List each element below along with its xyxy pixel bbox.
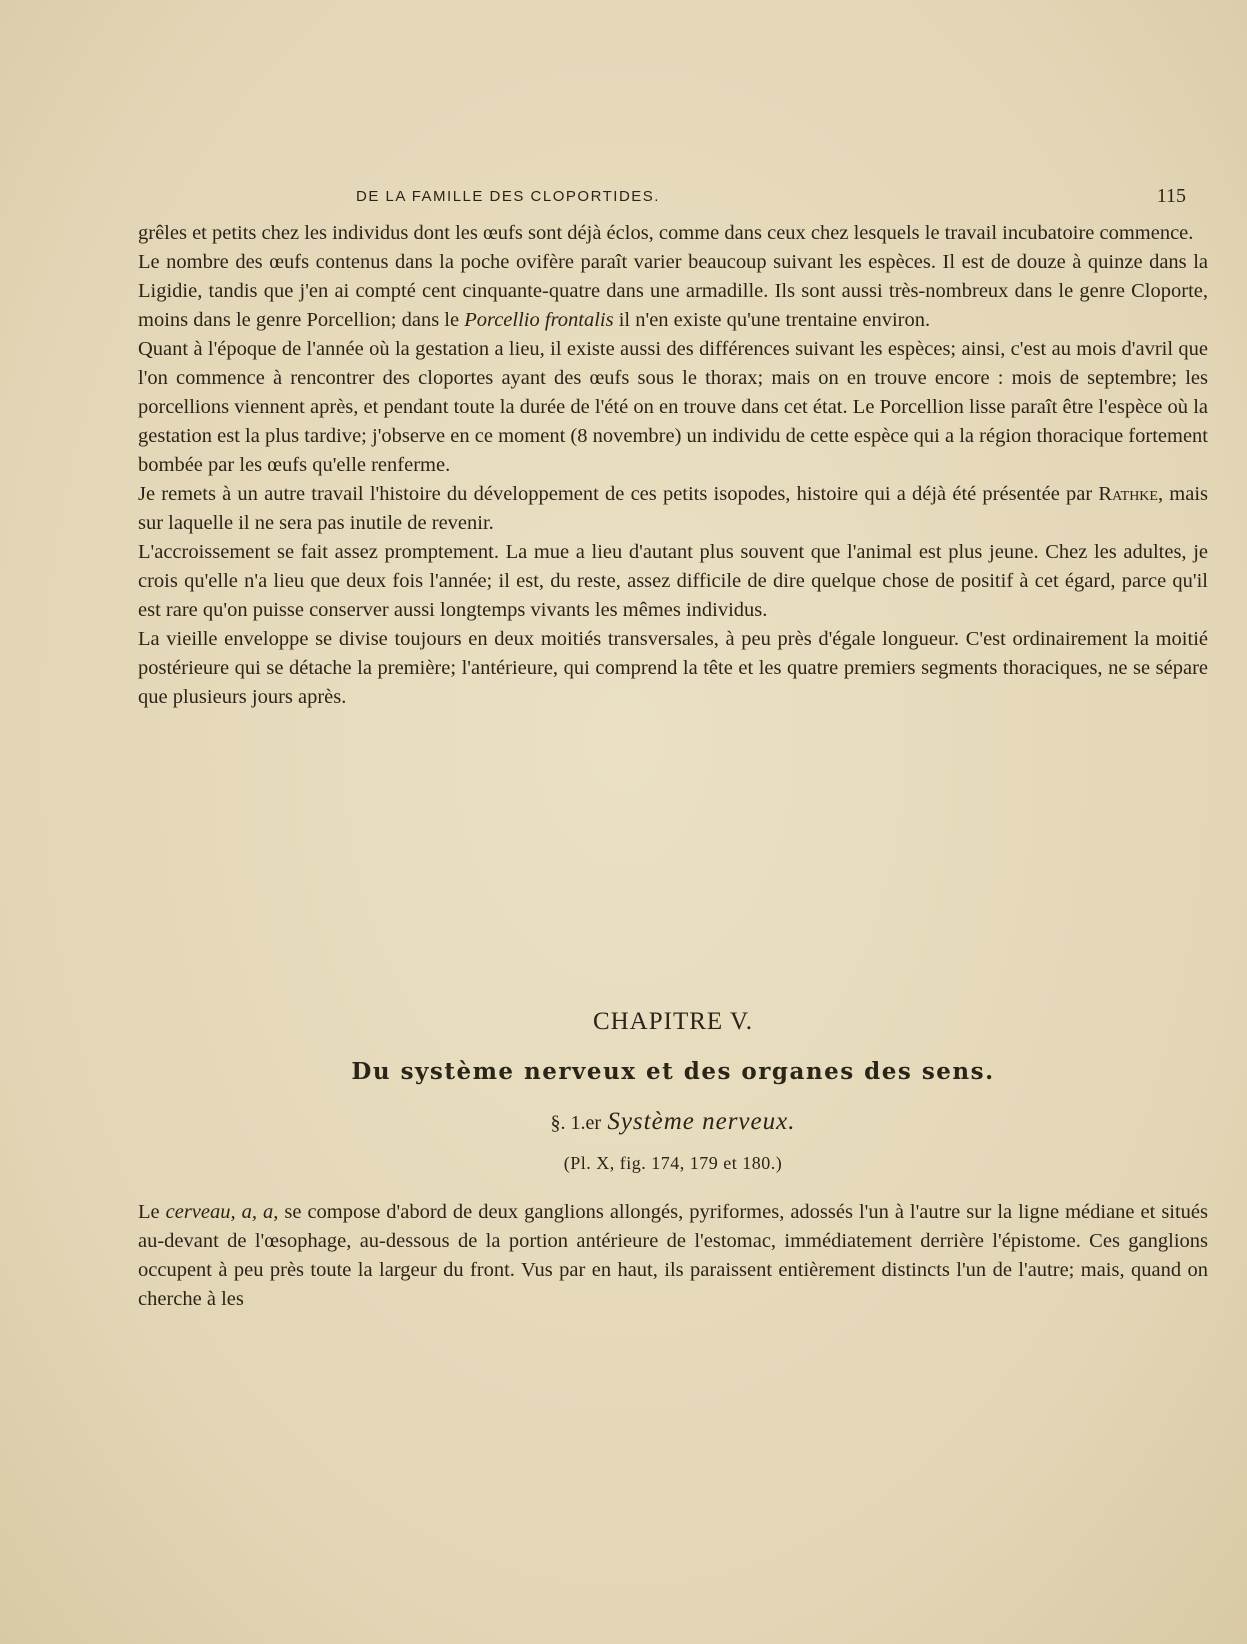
paragraph-4: Je remets à un autre travail l'histoire du développement de ces petits isopodes, histoire qui a déjà été présentée par Rathke, mais sur laquelle il ne sera pas inutile de revenir. <box>138 483 1209 534</box>
section-title: Système nerveux. <box>607 1108 796 1135</box>
chapter-title: CHAPITRE V. <box>592 1008 754 1035</box>
species-name: Porcellio frontalis <box>464 309 614 331</box>
paragraph-1: grêles et petits chez les individus dont les œufs sont déjà éclos, comme dans ceux chez lesquels le travail incubatoire commence. <box>138 222 1194 244</box>
chapter-subtitle: Du système nerveux et des organes des sens. <box>351 1058 995 1085</box>
section-heading <box>138 1108 1208 1136</box>
page-number: 115 <box>1156 185 1186 207</box>
page-header <box>138 185 1208 215</box>
body-text <box>138 219 1208 712</box>
section-number: §. 1.er <box>550 1112 602 1134</box>
section-body <box>138 1198 1208 1314</box>
paragraph-3: Quant à l'époque de l'année où la gestation a lieu, il existe aussi des différences suivant les espèces; ainsi, c'est au mois d'avril que l'on commence à rencontrer des cloportes ayant des œufs sous le thorax; mais on en trouve encore : mois de septembre; les porcellions viennent après, et pendant toute la durée de l'été on en trouve dans cet état. Le Porcellion lisse paraît être l'espèce où la gestation est la plus tardive; j'observe en ce moment (8 novembre) un individu de cette espèce qui a la région thoracique fortement bombée par les œufs qu'elle renferme. <box>138 338 1208 476</box>
paragraph-2: Le nombre des œufs contenus dans la poche ovifère paraît varier beaucoup suivant les espèces. Il est de douze à quinze dans la Ligidie, tandis que j'en ai compté cent cinquante-quatre dans une armadille. Ils sont aussi très-nombreux dans le genre Cloporte, moins dans le genre Porcellion; dans le Porcellio frontalis il n'en existe qu'une trentaine environ. <box>138 251 1208 331</box>
running-head: DE LA FAMILLE DES CLOPORTIDES. <box>356 188 660 205</box>
author-name: Rathke <box>1098 483 1158 505</box>
term-cerveau: cerveau, a, a, <box>165 1201 279 1223</box>
paragraph-5: L'accroissement se fait assez promptement. La mue a lieu d'autant plus souvent que l'animal est plus jeune. Chez les adultes, je crois qu'elle n'a lieu que deux fois l'année; il est, du reste, assez difficile de dire quelque chose de positif à cet égard, parce qu'il est rare qu'on puisse conserver aussi longtemps vivants les mêmes individus. <box>138 541 1208 621</box>
section-paragraph: Le cerveau, a, a, se compose d'abord de deux ganglions allongés, pyriformes, adossés l'un à l'autre sur la ligne médiane et situés au-devant de l'œsophage, au-dessous de la portion antérieure de l'estomac, immédiatement derrière l'épistome. Ces ganglions occupent à peu près toute la largeur du front. Vus par en haut, ils paraissent entièrement distincts l'un de l'autre; mais, quand on cherche à les <box>138 1201 1209 1310</box>
plate-reference: (Pl. X, fig. 174, 179 et 180.) <box>563 1153 783 1173</box>
paragraph-6: La vieille enveloppe se divise toujours en deux moitiés transversales, à peu près d'égale longueur. C'est ordinairement la moitié postérieure qui se détache la première; l'antérieure, qui comprend la tête et les quatre premiers segments thoraciques, ne se sépare que plusieurs jours après. <box>138 628 1208 708</box>
